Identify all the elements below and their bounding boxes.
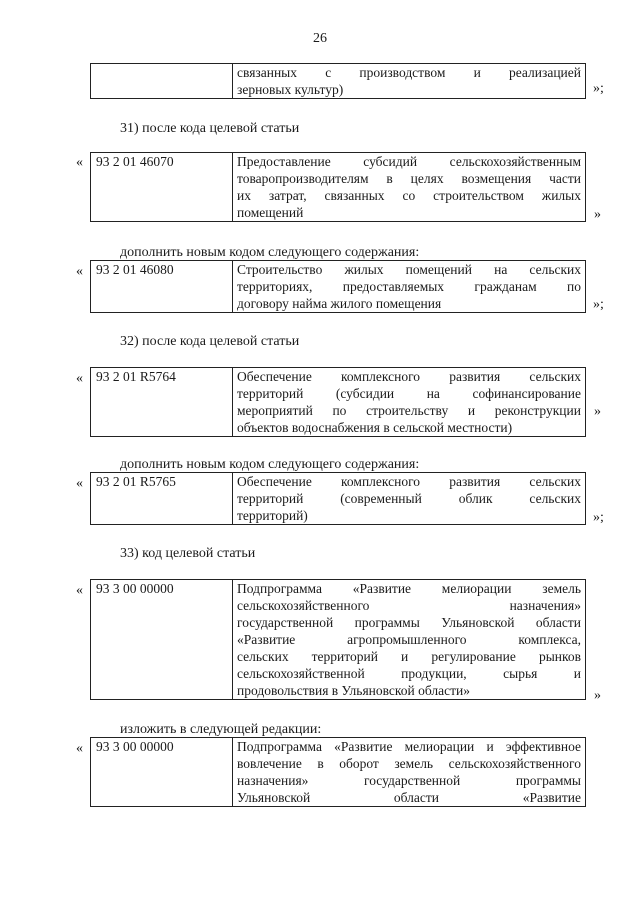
instruction-paragraph: изложить в следующей редакции: (120, 722, 322, 737)
budget-code-row (90, 260, 586, 313)
opening-quote: « (76, 476, 83, 491)
description-line: зерновых культур) (237, 82, 344, 97)
code-cell: 93 2 01 46080 (91, 261, 233, 313)
description-line: помещений (237, 205, 304, 220)
instruction-paragraph: 33) код целевой статьи (120, 546, 256, 561)
description-cell (233, 153, 586, 222)
instruction-paragraph: дополнить новым кодом следующего содержания: (120, 245, 420, 260)
description-line: территорий (современный облик сельских (237, 491, 581, 506)
description-cell (233, 261, 586, 313)
description-cell (233, 738, 586, 807)
description-line: Обеспечение комплексного развития сельских (237, 369, 581, 384)
description-line: сельских территорий и регулирование рынков (237, 649, 581, 664)
instruction-paragraph: 32) после кода целевой статьи (120, 334, 300, 349)
description-line: связанных с производством и реализацией (237, 65, 581, 80)
budget-code-row (90, 579, 586, 700)
description-line: мероприятий по строительству и реконструкции (237, 403, 581, 418)
description-line: их затрат, связанных со строительством жилых (237, 188, 581, 203)
closing-quote: »; (593, 510, 604, 525)
description-line: Предоставление субсидий сельскохозяйственным (237, 154, 581, 169)
code-cell: 93 2 01 46070 (91, 153, 233, 222)
instruction-paragraph: дополнить новым кодом следующего содержания: (120, 457, 420, 472)
description-line: Подпрограмма «Развитие мелиорации и эффективное (237, 739, 581, 754)
opening-quote: « (76, 155, 83, 170)
description-line: территорий) (237, 508, 308, 523)
opening-quote: « (76, 741, 83, 756)
opening-quote: « (76, 371, 83, 386)
budget-code-row (90, 152, 586, 222)
description-line: сельскохозяйственного назначения» (237, 598, 581, 613)
opening-quote: « (76, 583, 83, 598)
description-cell (233, 473, 586, 525)
closing-quote: » (594, 688, 601, 703)
description-line: объектов водоснабжения в сельской местности) (237, 420, 513, 435)
description-line: «Развитие агропромышленного комплекса, (237, 632, 581, 647)
closing-quote: » (594, 207, 601, 222)
description-line: сельскохозяйственной продукции, сырья и (237, 666, 581, 681)
description-cell (233, 64, 586, 99)
description-line: Строительство жилых помещений на сельских (237, 262, 581, 277)
description-line: Обеспечение комплексного развития сельских (237, 474, 581, 489)
description-cell (233, 368, 586, 437)
description-line: товаропроизводителям в целях возмещения части (237, 171, 581, 186)
budget-code-row (90, 472, 586, 525)
closing-quote: » (594, 404, 601, 419)
description-line: вовлечение в оборот земель сельскохозяйственного (237, 756, 581, 771)
description-line: продовольствия в Ульяновской области» (237, 683, 471, 698)
code-cell: 93 2 01 R5764 (91, 368, 233, 437)
budget-code-row (90, 367, 586, 437)
code-cell: 93 3 00 00000 (91, 580, 233, 700)
description-cell (233, 580, 586, 700)
description-line: назначения» государственной программы (237, 773, 581, 788)
opening-quote: « (76, 264, 83, 279)
description-line: государственной программы Ульяновской области (237, 615, 581, 630)
code-cell: 93 2 01 R5765 (91, 473, 233, 525)
code-cell (91, 64, 233, 99)
instruction-paragraph: 31) после кода целевой статьи (120, 121, 300, 136)
code-cell: 93 3 00 00000 (91, 738, 233, 807)
description-line: Подпрограмма «Развитие мелиорации земель (237, 581, 581, 596)
description-line: договору найма жилого помещения (237, 296, 442, 311)
closing-quote: »; (593, 297, 604, 312)
page-number: 26 (313, 31, 327, 46)
description-line: территорий (субсидии на софинансирование (237, 386, 581, 401)
budget-code-row (90, 63, 586, 99)
description-line: Ульяновской области «Развитие (237, 790, 581, 805)
description-line: территориях, предоставляемых гражданам по (237, 279, 581, 294)
budget-code-row (90, 737, 586, 807)
closing-quote: »; (593, 81, 604, 96)
